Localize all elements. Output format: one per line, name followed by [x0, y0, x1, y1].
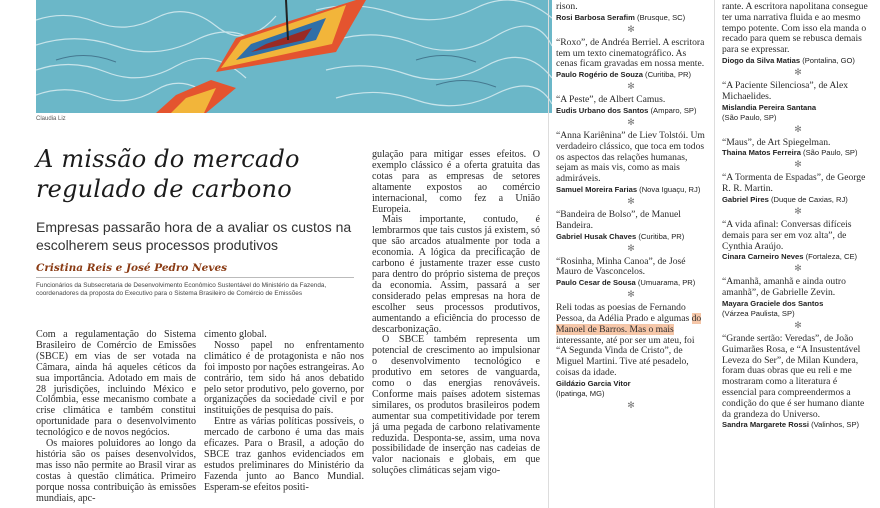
letter-text: “Rosinha, Minha Canoa”, de José Mauro de Vasconcelos. — [556, 255, 686, 278]
separator-star: ✻ — [627, 81, 635, 92]
paragraph: Entre as várias políticas possíveis, o mercado de carbono é uma das mais eficazes. Para o Brasil, a adoção do SBCE traz ganhos evidenciados em estudos preliminares do Ministério da Fazenda junto ao Banco Mundial. Esperam-se efeitos positi- — [204, 416, 364, 493]
letters-column-2 — [722, 2, 874, 430]
letter-signature — [722, 148, 874, 158]
letter-signature — [556, 185, 706, 195]
letter-text: rison. — [556, 1, 578, 12]
separator-star: ✻ — [627, 116, 635, 127]
letter-text: “A Paciente Silenciosa”, de Alex Michaelides. — [722, 79, 849, 102]
separator-star: ✻ — [794, 123, 802, 134]
letter-signature — [556, 232, 706, 242]
letter-signature — [556, 106, 706, 116]
letters-column-1 — [556, 2, 706, 414]
paragraph: cimento global. — [204, 329, 267, 340]
letter-place: (Curitiba, PR) — [645, 70, 692, 80]
letter-signature — [722, 252, 874, 262]
authors-divider — [36, 277, 354, 278]
letter-place: (São Paulo, SP) — [803, 148, 858, 158]
separator-star: ✻ — [627, 195, 635, 206]
letter-place: (Curitiba, PR) — [638, 231, 685, 241]
paragraph: Mais importante, contudo, é lembrarmos que tais custos já existem, só que são arcados atualmente por toda a economia. A lógica da precificação de carbono é justamente trazer esse custo para dentro do próprio sistema de preços da economia. Assim, passará a ser considerado pelas empresas na hora de escolher seus processos produtivos, aumentando a eficiência do processo de descarbonização. — [372, 214, 540, 335]
letter-place: (Valinhos, SP) — [811, 420, 860, 430]
letter-place: (São Paulo, SP) — [722, 112, 777, 122]
letter-author: Rosi Barbosa Serafim — [556, 12, 635, 22]
letter-author: Mayara Graciele dos Santos — [722, 298, 824, 308]
separator-star: ✻ — [627, 289, 635, 300]
article-column-3 — [372, 150, 540, 477]
article-column-1 — [36, 330, 196, 505]
letter-author: Gabriel Husak Chaves — [556, 231, 637, 241]
letter-text: “Maus”, de Art Spiegelman. — [722, 136, 831, 148]
separator-star: ✻ — [627, 399, 635, 410]
paragraph: gulação para mitigar esses efeitos. O exemplo clássico é a oferta gratuita das cotas para as empresas de setores altamente expostos ao comércio internacional, como fez a União Europeia. — [372, 149, 540, 215]
separator-star: ✻ — [794, 205, 802, 216]
letter-place: (Brusque, SC) — [637, 12, 686, 22]
letter-place: (Amparo, SP) — [650, 105, 697, 115]
paragraph: Nosso papel no enfrentamento climático é de protagonista e não nos foi imposto por nações estrangeiras. Ao contrário, tem sido há anos debatido pelo setor produtivo, pelo governo, por organizações da sociedade civil e por instituições de pesquisa do país. — [204, 339, 364, 417]
separator-star: ✻ — [627, 242, 635, 253]
article-authors: Cristina Reis e José Pedro Neves — [36, 262, 228, 274]
letter-place: (Duque de Caxias, RJ) — [770, 194, 848, 204]
separator-star: ✻ — [794, 263, 802, 274]
letter-text: “Grande sertão: Veredas”, de João Guimarães Rosa, e “A Insustentável Leveza do Ser”, de Milan Kundera, foram duas obras que eu reli e me mostraram como a literatura é essencial para compreendermos a condição do que é ser humano diante da grandeza do Universo. — [722, 332, 865, 420]
letter-text: “Roxo”, de Andréa Berriel. A escritora tem um texto cinematográfico. As cenas ficam gravadas em nossa mente. — [556, 36, 705, 70]
letter-signature — [556, 70, 706, 80]
letter-text: rante. A escritora napolitana consegue ter uma narrativa fluida e ao mesmo tempo potente. Com isso ela manda o recado para quem se rebusca demais para se expressar. — [722, 1, 868, 56]
letter-signature — [722, 420, 874, 430]
letter-author: Gabriel Pires — [722, 194, 769, 204]
letter-place: (Umuarama, PR) — [637, 278, 696, 288]
letter-author: Mislandia Pereira Santana — [722, 102, 817, 112]
separator-star: ✻ — [794, 159, 802, 170]
letter-text: “A Tormenta de Espadas”, de George R. R. Martin. — [722, 172, 866, 195]
letter-place: (Nova Iguaçu, RJ) — [639, 184, 701, 194]
column-divider — [714, 0, 715, 508]
letter-place: (Pontalina, GO) — [802, 55, 855, 65]
letter-author: Samuel Moreira Farias — [556, 184, 638, 194]
letter-signature — [556, 278, 706, 288]
letter-author: Thaina Matos Ferreira — [722, 148, 801, 158]
illustration-credit: Claudia Liz — [36, 116, 66, 122]
separator-star: ✻ — [794, 66, 802, 77]
letter-author: Cinara Carneiro Neves — [722, 252, 804, 262]
article-subtitle: Empresas passarão hora de a avaliar os custos na escolherem seus processos produtivos — [36, 219, 352, 253]
letter-author: Gildázio Garcia Vitor — [556, 378, 631, 388]
separator-star: ✻ — [627, 23, 635, 34]
letter-signature — [722, 195, 874, 205]
letter-text: “Bandeira de Bolso”, de Manuel Bandeira. — [556, 208, 681, 231]
article-illustration — [36, 0, 552, 113]
article-title: A missão do mercado regulado de carbono — [36, 145, 300, 203]
letter-signature — [556, 13, 706, 23]
letter-author: Diogo da Silva Matias — [722, 55, 801, 65]
letter-text: “A vida afinal: Conversas difíceis demais para ser em voz alta”, de Cynthia Araújo. — [722, 218, 852, 252]
letter-place: (Fortaleza, CE) — [805, 252, 858, 262]
letter-author: Eudis Urbano dos Santos — [556, 105, 649, 115]
letter-signature — [556, 379, 706, 389]
letter-signature — [722, 56, 874, 66]
letter-author: Paulo Rogério de Souza — [556, 70, 643, 80]
column-divider — [548, 0, 549, 508]
letter-text: “Anna Kariênina” de Liev Tolstói. Um verdadeiro clássico, que toca em todos os aspectos das relações humanas, sejam as mais vis, como as mais admiráveis. — [556, 129, 705, 185]
letter-place: (Ipatinga, MG) — [556, 388, 605, 398]
paragraph: Os maiores poluidores ao longo da história são os países desenvolvidos, mas isso não permite ao Brasil virar as costas à questão climática. Primeiro porque nossa contribuição às emissões mundiais, apc- — [36, 438, 196, 504]
letter-text: “Amanhã, amanhã e ainda outro amanhã”, de Gabrielle Zevin. — [722, 276, 846, 299]
highlighted-text: do Manoel de Barros. Mas o mais — [556, 312, 702, 335]
article-column-2 — [204, 330, 364, 494]
letter-author: Sandra Margarete Rossi — [722, 420, 809, 430]
letter-text: Reli todas as poesias de Fernando Pessoa, da Adélia Prado e algumas do Manoel de Barros. Mas o mais interessante, até por ser um ateu, foi “A Segunda Vinda de Cristo”, de Miguel Martini. Tive até pesadelo, coisas da idade. — [556, 302, 702, 378]
separator-star: ✻ — [794, 319, 802, 330]
letter-author: Paulo Cesar de Sousa — [556, 278, 636, 288]
paragraph: O SBCE também representa um potencial de crescimento ao impulsionar o desenvolvimento tecnológico e produtivo em setores de vanguarda, como o das energias renováveis. Conforme mais países adotem sistemas similares, os produtos brasileiros podem aumentar sua competitividade por terem já uma pegada de carbono relativamente reduzida. Desponta-se, assim, uma nova possibilidade de inserção nas cadeias de valor nacionais e globais, em que soluções climáticas sejam vigo- — [372, 334, 540, 477]
paragraph: Com a regulamentação do Sistema Brasileiro de Comércio de Emissões (SBCE) em vias de ser votada na Câmara, ainda há aqueles céticos da sua importância. Adotado em mais de 28 jurisdições, incluindo México e Colômbia, esse mecanismo combate a crise climática e também constitui oportunidade para o desenvolvimento tecnológico e de novos negócios. — [36, 329, 196, 439]
author-affiliation: Funcionários da Subsecretaria de Desenvolvimento Econômico Sustentável do Ministério da Fazenda, coordenadores da proposta do Executivo para o Sistema Brasileiro de Comércio de Emissões — [36, 282, 327, 297]
letter-text: “A Peste”, de Albert Camus. — [556, 94, 666, 106]
letter-place: (Várzea Paulista, SP) — [722, 308, 795, 318]
